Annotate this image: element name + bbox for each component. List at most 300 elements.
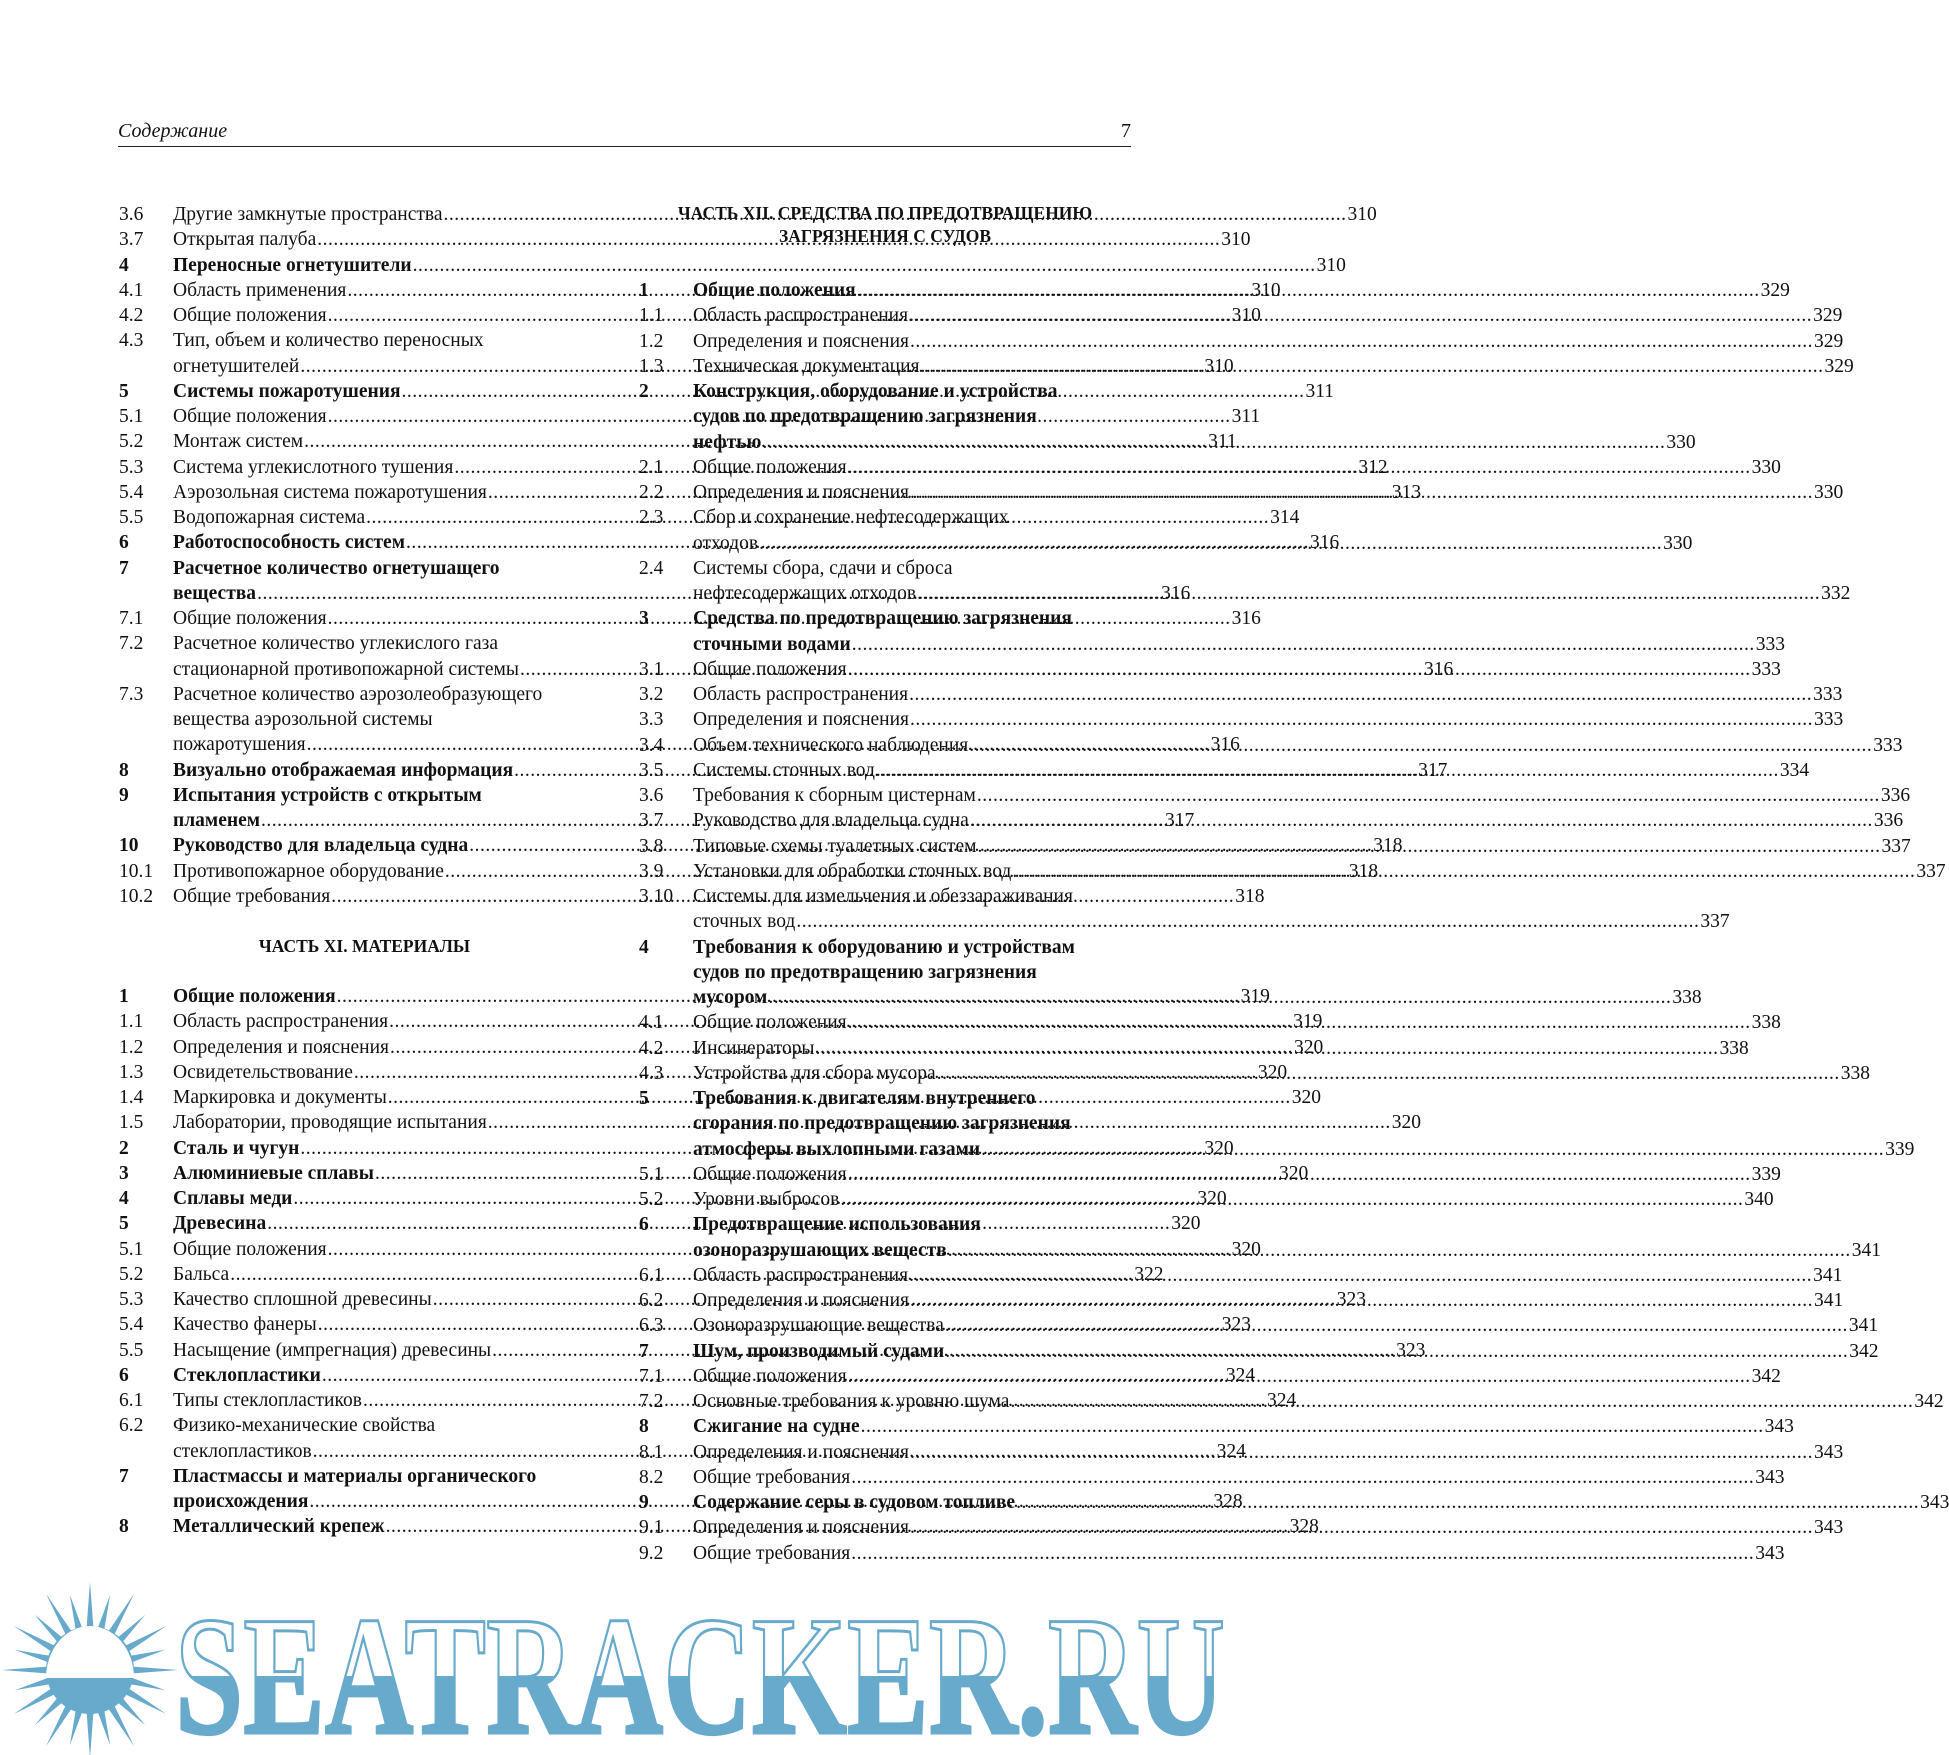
toc-entry-number: 3.10 (639, 886, 674, 907)
sun-ray (97, 1708, 110, 1746)
dot-leader (840, 1187, 1743, 1212)
sun-ray (86, 1710, 93, 1755)
toc-entry-number: 2.3 (639, 507, 664, 529)
toc-entry-title: Общие положения (173, 986, 336, 1007)
toc-entry-number: 6 (119, 532, 129, 554)
dot-leader (937, 1061, 1840, 1086)
toc-entry-page: 337 (1881, 835, 1911, 857)
toc-entry-number: 8 (639, 1416, 649, 1438)
toc-entry-page: 320 (1291, 1087, 1322, 1108)
dot-leader (945, 1313, 1848, 1338)
toc-entry-page: 329 (1813, 305, 1843, 327)
toc-entry-title: Типы стеклопластиков (173, 1390, 362, 1411)
toc-entry-title: Освидетельствование (173, 1061, 353, 1083)
toc-entry-page: 343 (1814, 1441, 1844, 1463)
dot-leader (852, 632, 1755, 657)
toc-entry-number: 2.1 (639, 456, 664, 478)
toc-entry-title: Бальса (173, 1263, 230, 1285)
toc-entry-page: 320 (1171, 1213, 1201, 1235)
toc-entry-number: 6.2 (639, 1290, 664, 1311)
toc-entry-number: 6.3 (639, 1315, 664, 1337)
toc-entry-title: Типовые схемы туалетных систем (693, 835, 977, 857)
toc-entry-number: 5.2 (639, 1189, 664, 1210)
toc-entry-title: Системы для измельчения и обеззараживания (693, 886, 1073, 907)
toc-entry-number: 1 (119, 986, 129, 1007)
toc-entry-title: Испытания устройств с открытым (173, 784, 482, 806)
part-xii-heading (639, 202, 1131, 248)
toc-entry-title: Определения и пояснения (693, 1441, 910, 1463)
toc-entry-page: 323 (1221, 1314, 1251, 1336)
toc-entry-number: 5.1 (119, 1238, 144, 1260)
toc-entry-page: 342 (1849, 1340, 1879, 1362)
toc-entry-title: Сплавы меди (173, 1188, 293, 1209)
toc-entry-number: 1.1 (639, 305, 664, 327)
toc-entry-title: Область распространения (693, 684, 909, 705)
toc-entry-page: 329 (1824, 355, 1854, 377)
toc-entry-title: Системы сточных вод (693, 759, 875, 781)
toc-entry-title: Физико-механические свойства (173, 1415, 436, 1437)
toc-entry-page: 318 (1348, 860, 1379, 882)
dot-leader (910, 329, 1813, 354)
toc-entry-page: 311 (1208, 431, 1237, 453)
toc-entry-title: Пластмассы и материалы органического (173, 1465, 537, 1487)
toc-entry-title: Расчетное количество углекислого газа (173, 633, 499, 655)
toc-entry-page: 320 (1197, 1188, 1227, 1209)
toc-entry-page: 318 (1373, 835, 1403, 857)
toc-entry-title: Руководство для владельца судна (693, 810, 969, 832)
toc-entry-title: Переносные огнетушители (173, 254, 412, 276)
dot-leader (909, 682, 1812, 707)
toc-entry[interactable] (639, 783, 1911, 808)
toc-entry-page: 333 (1873, 734, 1903, 756)
toc-entry-number: 10.2 (119, 885, 154, 907)
toc-entry-title: Система углекислотного тушения (173, 456, 454, 478)
toc-entry-title: Общие положения (693, 1012, 847, 1034)
toc-entry-page: 320 (1294, 1036, 1324, 1058)
toc-entry-page: 310 (1347, 204, 1377, 225)
toc-entry[interactable] (639, 329, 1844, 354)
toc-entry-title: Уровни выбросов (693, 1189, 840, 1210)
toc-entry-title: пожаротушения (173, 734, 306, 756)
toc-entry-page: 341 (1851, 1239, 1881, 1261)
toc-entry-number: 5 (119, 380, 129, 402)
toc-entry-page: 330 (1814, 482, 1844, 503)
toc-entry-title: Древесина (173, 1213, 267, 1235)
toc-entry-page: 333 (1755, 633, 1786, 655)
toc-entry-page: 339 (1751, 1163, 1781, 1185)
toc-entry-page: 320 (1231, 1238, 1261, 1260)
toc-entry-page: 324 (1216, 1440, 1246, 1462)
toc-entry-title: Сжигание на судне (693, 1416, 860, 1438)
toc-entry-title: Озоноразрушающие вещества (693, 1315, 944, 1337)
sun-ray (70, 1708, 83, 1746)
toc-entry-number: 4 (639, 936, 649, 958)
toc-entry-title: Общие положения (173, 305, 327, 326)
toc-entry-title: вещества аэрозольной системы (173, 709, 433, 730)
toc-entry-page: 316 (1210, 734, 1240, 756)
toc-entry-title: Руководство для владельца судна (173, 835, 469, 857)
dot-leader (910, 480, 1813, 505)
dot-leader (762, 430, 1665, 455)
sun-ray (128, 1650, 166, 1663)
sun-ray (2, 1666, 50, 1673)
toc-entry-number: 4.3 (639, 1062, 664, 1084)
toc-entry-page: 333 (1751, 658, 1781, 680)
toc-entry-number: 8 (119, 759, 129, 781)
toc-entry[interactable] (639, 1541, 1785, 1566)
toc-entry-number: 7.1 (119, 608, 144, 629)
sun-ray (70, 1595, 83, 1633)
toc-entry-title: огнетушителей (173, 355, 300, 377)
dot-leader (910, 707, 1813, 732)
toc-entry-title: Конструкция, оборудование и устройства (693, 381, 1058, 402)
toc-entry-number: 3.8 (639, 835, 664, 857)
toc-entry-title: Монтаж систем (173, 431, 304, 453)
dot-leader (876, 758, 1779, 783)
dot-leader (909, 1263, 1812, 1288)
dot-leader (1010, 1389, 1913, 1414)
sun-ray (97, 1595, 110, 1633)
dot-leader (768, 985, 1671, 1010)
toc-entry-page: 330 (1751, 456, 1781, 478)
toc-entry-title: Работоспособность систем (173, 532, 405, 554)
toc-entry-number: 9.1 (639, 1517, 664, 1539)
toc-entry-number: 4.2 (639, 1037, 664, 1059)
toc-entry-title: Маркировка и документы (173, 1087, 387, 1108)
toc-entry-page: 339 (1885, 1138, 1915, 1160)
toc-entry-number: 7.3 (119, 683, 144, 705)
toc-entry-page: 323 (1336, 1289, 1366, 1310)
toc-entry-title: сточных вод (693, 911, 796, 933)
toc-entry[interactable] (639, 682, 1843, 707)
toc-entry-number: 4.2 (119, 305, 144, 326)
dot-leader (909, 303, 1812, 328)
toc-entry-title: Качество фанеры (173, 1314, 317, 1336)
toc-entry-number: 5.1 (639, 1163, 664, 1185)
toc-entry-title: мусором (693, 987, 768, 1008)
toc-entry-title: Определения и пояснения (693, 1290, 910, 1311)
toc-entry-number: 3.7 (119, 229, 144, 251)
toc-entry-number: 1.4 (119, 1087, 144, 1108)
toc-entry-title: Установки для обработки сточных вод (693, 860, 1012, 882)
toc-entry-page: 343 (1814, 1517, 1844, 1539)
toc-entry-number: 6 (119, 1364, 129, 1386)
toc-entry-page: 311 (1231, 406, 1261, 427)
toc-entry-title: Область применения (173, 279, 347, 301)
toc-entry-number: 9 (119, 784, 129, 806)
toc-entry-number: 4 (119, 254, 129, 276)
toc-entry-page: 316 (1231, 608, 1261, 629)
dot-leader (848, 1010, 1751, 1035)
toc-entry-title: Общие положения (173, 1238, 327, 1260)
toc-entry-page: 324 (1225, 1364, 1256, 1386)
toc-entry-number: 3.6 (119, 204, 144, 225)
toc-entry-page: 328 (1289, 1516, 1319, 1538)
toc-entry-title: Общие требования (693, 1466, 851, 1488)
dot-leader (970, 808, 1873, 833)
toc-entry-title: Стеклопластики (173, 1364, 321, 1386)
toc-entry-page: 310 (1251, 279, 1281, 301)
toc-entry-title: происхождения (173, 1491, 309, 1512)
toc-entry-page: 310 (1221, 229, 1251, 251)
toc-entry-title: Техническая документация (693, 355, 920, 377)
seatracker-watermark-logo (0, 1575, 1240, 1755)
toc-entry-title: стационарной противопожарной системы (173, 658, 519, 680)
dot-leader (977, 783, 1880, 808)
toc-entry-title: Определения и пояснения (693, 330, 910, 352)
toc-entry-page: 320 (1257, 1061, 1288, 1083)
toc-entry-title: Другие замкнутые пространства (173, 204, 443, 225)
toc-entry-title: Алюминиевые сплавы (173, 1162, 374, 1184)
sun-icon (2, 1582, 178, 1755)
toc-entry-page: 332 (1821, 583, 1851, 604)
toc-entry-number: 5.3 (119, 1289, 144, 1310)
toc-entry-page: 334 (1779, 759, 1810, 781)
toc-entry-page: 338 (1719, 1037, 1749, 1059)
toc-entry-number: 4.3 (119, 330, 144, 352)
toc-entry-page: 333 (1813, 684, 1843, 705)
toc-entry-title: Объем технического наблюдения (693, 734, 969, 756)
toc-entry-number: 2.2 (639, 482, 664, 503)
sun-ray (15, 1677, 53, 1690)
toc-entry-page: 320 (1278, 1162, 1309, 1184)
toc-entry-title: вещества (173, 582, 257, 604)
toc-entry-title: Средства по предотвращению загрязнения (693, 608, 1072, 630)
dot-leader (857, 278, 1760, 303)
dot-leader (917, 581, 1820, 606)
toc-entry-page: 343 (1755, 1466, 1785, 1488)
toc-entry-title: Качество сплошной древесины (173, 1289, 432, 1310)
toc-entry-title: атмосферы выхлопными газами (693, 1138, 981, 1160)
toc-entry-page: 319 (1240, 986, 1270, 1007)
toc-entry-page: 317 (1165, 810, 1195, 831)
toc-entry-page: 324 (1266, 1390, 1297, 1411)
toc-entry-number: 5.5 (119, 507, 144, 528)
toc-entry-page: 330 (1666, 431, 1696, 453)
toc-entry-title: Насыщение (импрегнация) древесины (173, 1339, 492, 1361)
part-xii-title-line2: ЗАГРЯЗНЕНИЯ С СУДОВ (778, 226, 992, 246)
toc-entry-title: Сбор и сохранение нефтесодержащих (693, 507, 1009, 529)
toc-entry-page: 317 (1418, 759, 1448, 781)
toc-entry-title: Определения и пояснения (693, 1517, 910, 1539)
dot-leader (981, 1137, 1884, 1162)
toc-entry-title: Определения и пояснения (173, 1036, 390, 1058)
toc-entry-number: 5.4 (119, 481, 144, 503)
toc-entry-title: Открытая палуба (173, 229, 317, 251)
toc-entry-number: 1.3 (119, 1061, 144, 1083)
toc-entry-number: 2.4 (639, 557, 664, 579)
toc-entry-number: 8.2 (639, 1466, 664, 1488)
toc-entry-title: Общие положения (693, 280, 856, 301)
toc-entry-page: 341 (1813, 1264, 1843, 1286)
toc-entry[interactable] (639, 1465, 1785, 1490)
toc-entry-number: 1.3 (639, 355, 664, 377)
svg-text:SEATRACKER.RU: SEATRACKER.RU (175, 1582, 1225, 1755)
dot-leader (921, 354, 1824, 379)
dot-leader (848, 455, 1751, 480)
toc-entry-page: 343 (1764, 1416, 1794, 1438)
toc-entry-number: 3.9 (639, 860, 664, 882)
dot-leader (848, 1162, 1751, 1187)
dot-leader (851, 1465, 1754, 1490)
toc-entry-title: Общие положения (693, 658, 847, 680)
dot-leader (815, 1036, 1718, 1061)
toc-entry-number: 5.1 (119, 406, 144, 427)
toc-entry-title: нефтью (693, 431, 762, 453)
toc-entry-page: 316 (1309, 532, 1340, 554)
toc-entry-page: 310 (1204, 355, 1234, 377)
toc-entry-number: 8.1 (639, 1441, 664, 1463)
dot-leader (910, 1288, 1813, 1313)
toc-entry-number: 9.2 (639, 1542, 664, 1564)
toc-entry-page: 333 (1814, 709, 1844, 731)
toc-entry-title: Область распространения (173, 1011, 389, 1033)
dot-leader (945, 1339, 1848, 1364)
toc-entry-number: 2 (639, 381, 649, 402)
toc-entry-number: 3 (639, 608, 649, 630)
toc-entry-page: 316 (1423, 658, 1454, 680)
toc-entry-title: Устройства для сбора мусора (693, 1062, 936, 1084)
toc-entry-number: 6.1 (639, 1264, 664, 1286)
toc-entry-title: Расчетное количество аэрозолеобразующего (173, 683, 543, 705)
toc-entry-title: Общие положения (693, 1163, 847, 1185)
toc-entry-title: Требования к двигателям внутреннего (693, 1088, 1036, 1109)
toc-entry-page: 318 (1235, 885, 1265, 907)
toc-entry-page: 310 (1316, 254, 1346, 276)
toc-entry-page: 336 (1873, 810, 1904, 832)
toc-entry-number: 7 (119, 557, 129, 579)
sun-ray (128, 1677, 166, 1690)
toc-entry-number: 5 (119, 1213, 129, 1235)
toc-entry[interactable] (639, 1414, 1794, 1439)
toc-entry-number: 9 (639, 1492, 649, 1513)
toc-entry-page: 343 (1920, 1492, 1949, 1513)
toc-entry-title: Область распространения (693, 1264, 909, 1286)
toc-entry-page: 329 (1760, 280, 1790, 301)
toc-entry-page: 311 (1305, 380, 1335, 402)
toc-entry-title: Общие положения (173, 406, 327, 427)
dot-leader (1016, 1490, 1919, 1515)
toc-entry-title: Определения и пояснения (693, 709, 910, 731)
toc-entry-title: Расчетное количество огнетушащего (173, 557, 500, 579)
toc-entry-number: 5.5 (119, 1339, 144, 1361)
toc-entry-number: 3.7 (639, 810, 664, 832)
dot-leader (851, 1541, 1754, 1566)
toc-entry-title: Требования к оборудованию и устройствам (693, 936, 1075, 958)
toc-entry-page: 329 (1814, 330, 1844, 352)
toc-entry-title: сточными водами (693, 633, 851, 655)
toc-entry-page: 322 (1134, 1263, 1164, 1285)
toc-entry-title: Основные требования к уровню шума (693, 1391, 1010, 1412)
toc-entry-page: 337 (1916, 860, 1946, 882)
toc-entry-number: 7 (639, 1340, 649, 1362)
toc-entry-number: 6.2 (119, 1415, 144, 1437)
toc-entry-page: 342 (1914, 1391, 1944, 1412)
dot-leader (969, 733, 1872, 758)
dot-leader (848, 1364, 1751, 1389)
toc-entry-number: 3.6 (639, 785, 664, 806)
toc-entry-title: Определения и пояснения (693, 482, 910, 503)
toc-entry-number: 7.1 (639, 1365, 664, 1387)
toc-entry-number: 5.4 (119, 1314, 144, 1336)
running-header (118, 118, 1131, 147)
toc-entry-title: Водопожарная система (173, 507, 366, 528)
toc-entry-number: 3.1 (639, 658, 664, 680)
toc-entry[interactable] (119, 253, 1346, 278)
toc-entry-number: 7.2 (639, 1391, 664, 1412)
toc-entry-title: Системы сбора, сдачи и сброса (693, 557, 953, 579)
toc-entry-number: 5.2 (119, 1263, 144, 1285)
toc-entry-number: 3.3 (639, 709, 664, 731)
toc-entry-page: 336 (1880, 785, 1911, 806)
toc-entry-number: 6 (639, 1214, 649, 1236)
toc-entry-number: 8 (119, 1516, 129, 1538)
toc-entry-number: 4.1 (119, 279, 144, 301)
toc-entry-page: 320 (1391, 1112, 1422, 1134)
toc-entry-title: Шум, производимый судами (693, 1340, 945, 1362)
toc-entry-number: 5.2 (119, 431, 144, 453)
toc-entry-number: 3.5 (639, 759, 664, 781)
sun-ray (86, 1582, 93, 1630)
toc-entry-page: 330 (1663, 532, 1693, 554)
toc-entry-number: 7 (119, 1465, 129, 1487)
dot-leader (796, 909, 1699, 934)
toc-entry-title: Визуально отображаемая информация (173, 759, 514, 781)
toc-entry-page: 323 (1396, 1339, 1426, 1361)
toc-entry-number: 3 (119, 1162, 129, 1184)
toc-entry-title: нефтесодержащих отходов (693, 583, 917, 604)
part-xi-heading: ЧАСТЬ XI. МАТЕРИАЛЫ (258, 936, 471, 956)
toc-entry-title: озоноразрушающих веществ (693, 1239, 947, 1261)
toc-entry-title: Общие положения (173, 608, 327, 629)
dot-leader (948, 1238, 1851, 1263)
toc-entry-page: 328 (1213, 1491, 1243, 1512)
toc-entry-title: Общие положения (693, 456, 847, 478)
toc-entry-number: 5.3 (119, 456, 144, 478)
toc-entry-page: 313 (1391, 481, 1422, 503)
toc-entry-title: Противопожарное оборудование (173, 860, 444, 882)
toc-entry-title: Область распространения (693, 305, 909, 327)
toc-entry-title: Требования к сборным цистернам (693, 785, 976, 806)
toc-entry[interactable] (639, 707, 1844, 732)
toc-entry-number: 4 (119, 1188, 129, 1209)
toc-entry-page: 341 (1848, 1315, 1879, 1337)
toc-entry-page: 337 (1700, 911, 1730, 933)
toc-entry-title: Аэрозольная система пожаротушения (173, 481, 487, 503)
toc-entry-page: 314 (1270, 507, 1300, 528)
toc-entry-title: Тип, объем и количество переносных (173, 330, 484, 352)
toc-entry-title: Общие требования (173, 885, 331, 907)
toc-entry-number: 10 (119, 835, 139, 857)
toc-entry-number: 10.1 (119, 860, 154, 882)
toc-entry-title: отходов (693, 532, 759, 554)
dot-leader (848, 657, 1751, 682)
toc-entry-title: Системы пожаротушения (173, 380, 401, 402)
toc-entry-title: судов по предотвращению загрязнения (693, 406, 1037, 428)
dot-leader (413, 253, 1316, 278)
dot-leader (861, 1414, 1764, 1439)
toc-entry-page: 310 (1231, 305, 1261, 326)
dot-leader (910, 1515, 1813, 1540)
toc-entry-number: 3.4 (639, 734, 664, 756)
toc-entry-title: Лаборатории, проводящие испытания (173, 1112, 487, 1134)
toc-entry-page: 320 (1204, 1137, 1234, 1159)
toc-entry-number: 5 (639, 1088, 649, 1109)
toc-entry-title: Общие требования (693, 1542, 851, 1564)
toc-entry-number: 7.2 (119, 633, 144, 655)
toc-entry-title: Металлический крепеж (173, 1516, 385, 1538)
header-title: Содержание (118, 120, 228, 142)
